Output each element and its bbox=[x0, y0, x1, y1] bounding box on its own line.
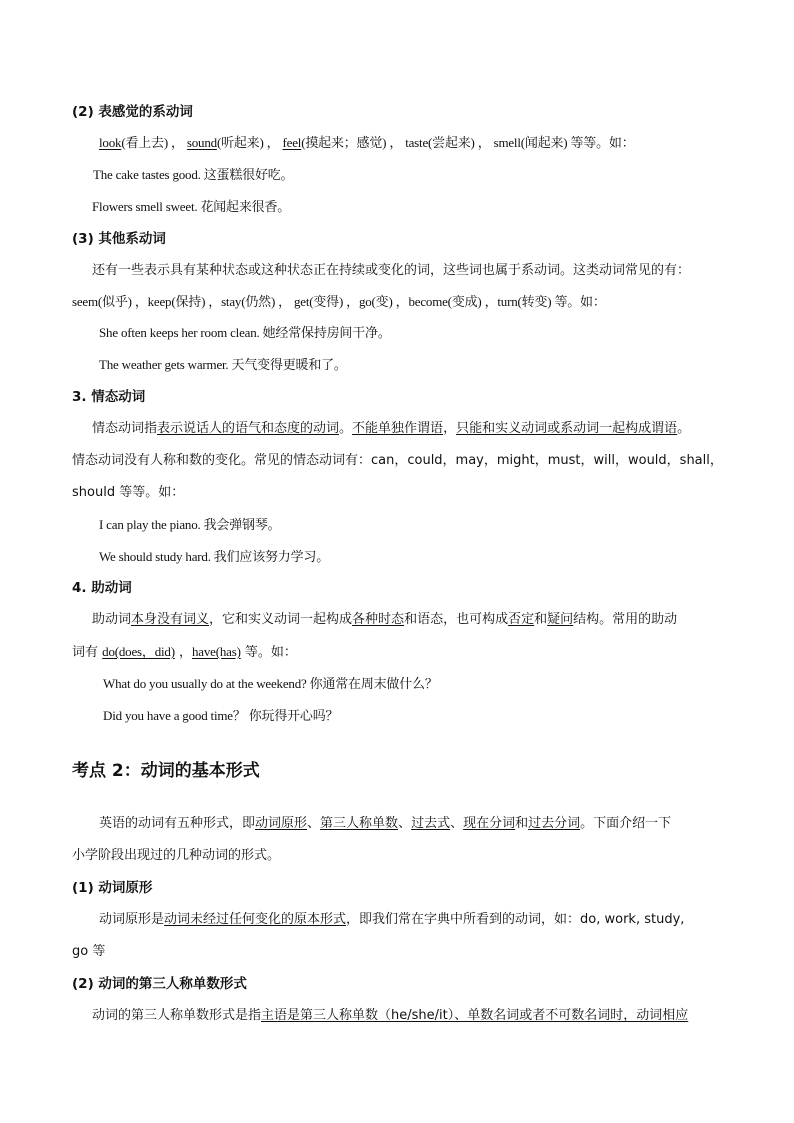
section-heading-auxiliary-verbs: 4. 助动词 bbox=[72, 580, 132, 596]
paragraph-text: 情态动词指表示说话人的语气和态度的动词。不能单独作谓语，只能和实义动词或系动词一起构成谓语。 bbox=[92, 421, 691, 436]
verb-sound: sound bbox=[186, 135, 217, 150]
verb-taste: taste bbox=[405, 135, 429, 150]
linking-verb-list: seem(似乎) ，keep(保持) ，stay(仍然) ， get(变得) ，go(变) ，become(变成) ，turn(转变) 等。如： bbox=[72, 294, 606, 309]
paragraph-text: 动词原形是动词未经过任何变化的原本形式，即我们常在字典中所看到的动词，如：do, work, study, bbox=[99, 912, 685, 927]
verb-look: look bbox=[99, 135, 122, 150]
example-sentence: The cake tastes good. 这蛋糕很好吃。 bbox=[93, 167, 294, 182]
example-sentence: Flowers smell sweet. 花闻起来很香。 bbox=[92, 199, 291, 214]
example-sentence: What do you usually do at the weekend? 你通常在周末做什么？ bbox=[103, 676, 438, 691]
paragraph-text: 还有一些表示具有某种状态或这种状态正在持续或变化的词，这些词也属于系动词。这类动词常见的有： bbox=[92, 263, 691, 278]
paragraph-text: should 等等。如： bbox=[72, 485, 185, 500]
example-sentence: She often keeps her room clean. 她经常保持房间干净。 bbox=[99, 325, 391, 340]
section-heading-other-linking-verbs: (3) 其他系动词 bbox=[72, 231, 166, 247]
topic-title: 考点 2：动词的基本形式 bbox=[72, 761, 260, 781]
section-heading-modal-verbs: 3. 情态动词 bbox=[72, 389, 146, 405]
example-sentence: I can play the piano. 我会弹钢琴。 bbox=[99, 517, 281, 532]
example-sentence: The weather gets warmer. 天气变得更暖和了。 bbox=[99, 357, 347, 372]
verb-smell: smell bbox=[493, 135, 521, 150]
paragraph-text: go 等 bbox=[72, 944, 106, 959]
subsection-heading-third-person: (2) 动词的第三人称单数形式 bbox=[72, 976, 247, 992]
paragraph-text: 英语的动词有五种形式，即动词原形、第三人称单数、过去式、现在分词和过去分词。下面介绍一下 bbox=[99, 816, 672, 831]
subsection-heading-base-form: (1) 动词原形 bbox=[72, 880, 153, 896]
paragraph-text: 词有 do(does，did) ，have(has) 等。如： bbox=[72, 644, 297, 660]
verb-feel: feel bbox=[282, 135, 302, 150]
sense-verb-list: look(看上去) ， sound(听起来) ， feel(摸起来；感觉) ， taste(尝起来) ， smell(闻起来) 等等。如： bbox=[99, 135, 635, 150]
paragraph-text: 情态动词没有人称和数的变化。常见的情态动词有：can，could，may，might，must，will，would，shall， bbox=[72, 453, 723, 468]
example-sentence: We should study hard. 我们应该努力学习。 bbox=[99, 549, 329, 564]
paragraph-text: 小学阶段出现过的几种动词的形式。 bbox=[72, 848, 281, 863]
paragraph-text: 助动词本身没有词义，它和实义动词一起构成各种时态和语态，也可构成否定和疑问结构。常用的助动 bbox=[92, 612, 678, 627]
section-heading-sense-verbs: (2) 表感觉的系动词 bbox=[72, 104, 193, 120]
example-sentence: Did you have a good time？ 你玩得开心吗？ bbox=[103, 708, 339, 723]
paragraph-text: 动词的第三人称单数形式是指主语是第三人称单数（he/she/it）、单数名词或者不可数名词时，动词相应 bbox=[92, 1008, 689, 1023]
